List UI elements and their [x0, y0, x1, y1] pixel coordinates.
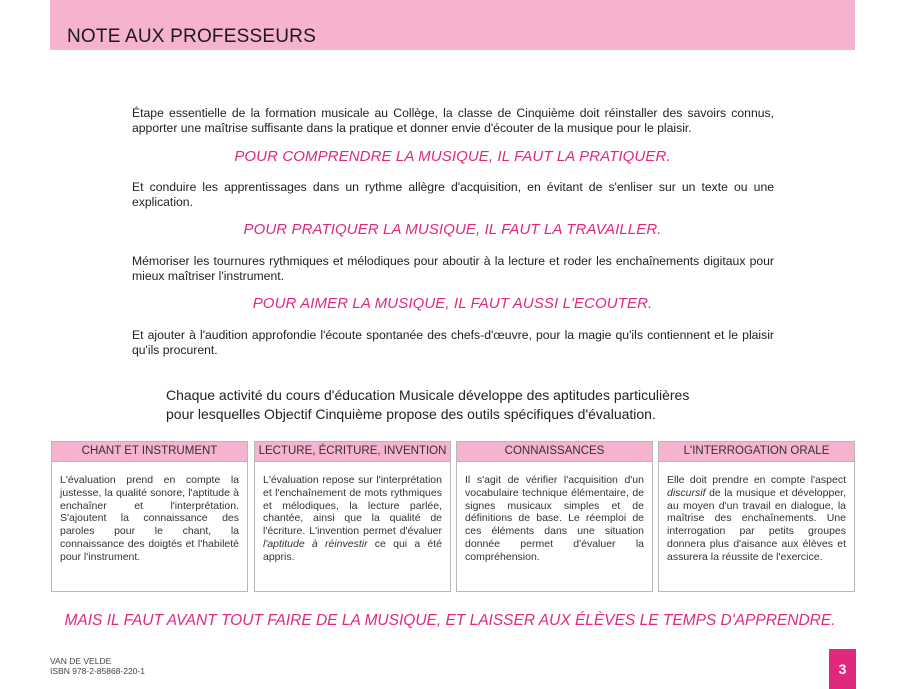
box-text — [263, 474, 442, 564]
paragraph-4: Et ajouter à l'audition approfondie l'écoute spontanée des chefs-d'œuvre, pour la magie qu'ils contiennent et le plaisir qu'ils procurent. — [132, 328, 774, 357]
box-text-part: L'évaluation repose sur l'interprétation et l'enchaînement de mots rythmiques et mélodiques, la lecture parlée, chantée, ainsi que la qualité de l'écriture. L'invention permet d'évaluer — [263, 474, 442, 538]
evaluation-box-lecture — [254, 441, 451, 592]
evaluation-box-chant — [51, 441, 248, 592]
header-band — [50, 0, 855, 50]
evaluation-box-connaissances — [456, 441, 653, 592]
box-text-italic: discursif — [667, 486, 706, 499]
intro-line-1: Chaque activité du cours d'éducation Musicale développe des aptitudes particulières — [166, 387, 690, 403]
final-slogan: MAIS IL FAUT AVANT TOUT FAIRE DE LA MUSIQUE, ET LAISSER AUX ÉLÈVES LE TEMPS D'APPRENDRE. — [64, 612, 836, 629]
paragraph-2: Et conduire les apprentissages dans un rythme allègre d'acquisition, en évitant de s'enliser sur un texte ou une explication. — [132, 180, 774, 209]
box-title: CHANT ET INSTRUMENT — [52, 442, 247, 462]
page-number-badge: 3 — [829, 649, 856, 689]
box-text-part: ce qui a été appris. — [263, 537, 442, 563]
intro-line-2: pour lesquelles Objectif Cinquième propose des outils spécifiques d'évaluation. — [166, 406, 656, 422]
box-text-part: de la musique et développer, au moyen d'un travail en dialogue, la maîtrise des enchaînements. Une interrogation par petits groupes donnera plus d'aisance aux élèves et assurera la réussite de l'exercice. — [667, 486, 846, 563]
box-title: LECTURE, ÉCRITURE, INVENTION — [255, 442, 450, 462]
paragraph-1: Étape essentielle de la formation musicale au Collège, la classe de Cinquième doit réinstaller des savoirs connus, apporter une maîtrise suffisante dans la pratique et donner envie d'écouter de la musique pour le plaisir. — [132, 106, 774, 135]
box-text: Il s'agit de vérifier l'acquisition d'un vocabulaire technique élémentaire, de signes musicaux simples et de définitions de base. Le réemploi de ces éléments dans une situation donnée permet d'évaluer la compréhension. — [465, 474, 644, 563]
page-title: NOTE AUX PROFESSEURS — [67, 26, 316, 47]
publisher-name: VAN DE VELDE — [50, 656, 112, 666]
slogan-1: POUR COMPRENDRE LA MUSIQUE, IL FAUT LA PRATIQUER. — [234, 148, 671, 165]
footer-credits — [50, 656, 145, 676]
slogan-2: POUR PRATIQUER LA MUSIQUE, IL FAUT LA TRAVAILLER. — [243, 221, 662, 238]
box-title: CONNAISSANCES — [457, 442, 652, 462]
box-text-part: Elle doit prendre en compte l'aspect — [667, 474, 846, 486]
box-title: L'INTERROGATION ORALE — [659, 442, 854, 462]
paragraph-3: Mémoriser les tournures rythmiques et mélodiques pour aboutir à la lecture et roder les enchaînements digitaux pour mieux maîtriser l'instrument. — [132, 254, 774, 283]
evaluation-box-interrogation — [658, 441, 855, 592]
box-text — [667, 474, 846, 564]
box-text: L'évaluation prend en compte la justesse, la qualité sonore, l'aptitude à enchaîner et l'interprétation. S'ajoutent la connaissance des paroles pour le chant, la connaissance des doigtés et l'habileté pour l'instrument. — [60, 474, 239, 563]
isbn-number: ISBN 978-2-85868-220-1 — [50, 666, 145, 676]
slogan-3: POUR AIMER LA MUSIQUE, IL FAUT AUSSI L'ECOUTER. — [252, 295, 653, 312]
box-text-italic: l'aptitude à réinvestir — [263, 537, 368, 550]
